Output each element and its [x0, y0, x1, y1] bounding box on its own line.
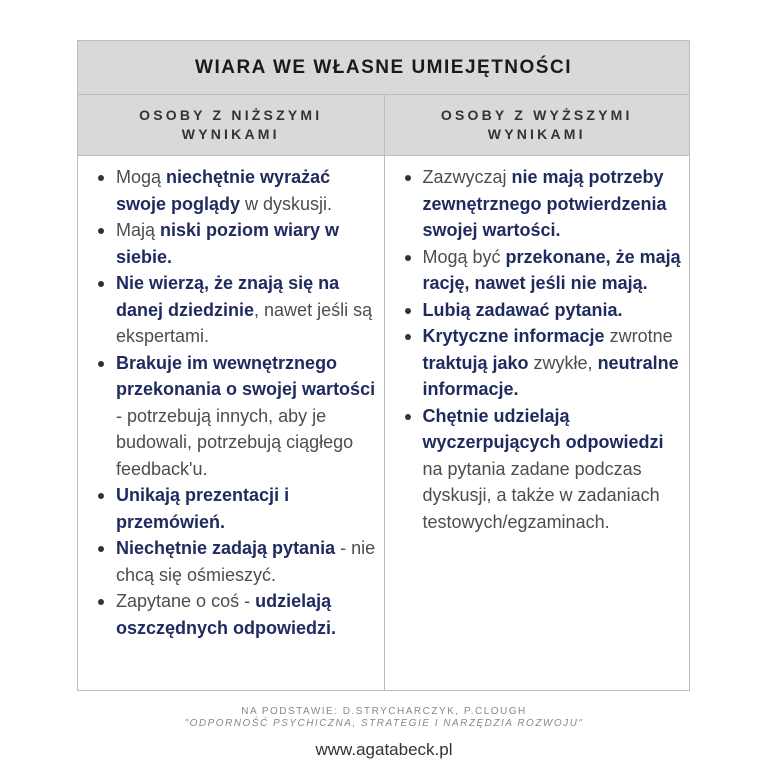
item-text: Mają — [116, 220, 161, 240]
emphasis-text: Unikają prezentacji i przemówień. — [116, 485, 290, 532]
emphasis-text: udzielają oszczędnych odpowiedzi. — [116, 591, 337, 638]
item-text: Zazwyczaj — [422, 167, 512, 187]
item-text: zwrotne — [604, 326, 673, 346]
item-text: - nie chcą się ośmieszyć. — [116, 538, 376, 585]
columns — [78, 95, 689, 690]
list-lower — [78, 156, 384, 641]
item-text: Mogą być — [422, 246, 506, 267]
column-header-higher: OSOBY Z WYŻSZYMI WYNIKAMI — [385, 95, 690, 156]
item-text: - potrzebują innych, aby je budowali, potrzebują ciągłego feedback'u. — [116, 405, 354, 479]
list-item — [402, 164, 684, 244]
item-text: Zapytane o coś - — [116, 591, 256, 611]
emphasis-text: nie mają potrzeby zewnętrznego potwierdzenia swojej wartości. — [422, 167, 667, 240]
emphasis-text: Nie wierzą, że znają się na danej dziedzinie — [116, 273, 340, 320]
item-text: na pytania zadane podczas dyskusji, a także w zadaniach testowych/egzaminach. — [422, 458, 660, 532]
emphasis-text: Chętnie udzielają wyczerpujących odpowiedzi — [422, 405, 664, 452]
list-item — [95, 270, 378, 350]
emphasis-text: neutralne informacje. — [422, 352, 679, 399]
emphasis-text: Brakuje im wewnętrznego przekonania o swojej wartości — [116, 352, 376, 399]
list-item — [402, 297, 684, 324]
item-text: Mogą — [116, 167, 167, 187]
source-citation — [0, 706, 768, 730]
comparison-table — [77, 40, 690, 691]
emphasis-text: traktują jako — [422, 352, 529, 373]
list-higher — [385, 156, 690, 535]
emphasis-text: przekonane, że mają rację, nawet jeśli nie mają. — [422, 246, 681, 293]
website-url[interactable]: www.agatabeck.pl — [315, 740, 453, 759]
list-item — [95, 217, 378, 270]
emphasis-text: Lubią zadawać pytania. — [422, 299, 623, 320]
emphasis-text: niechętnie wyrażać swoje poglądy — [116, 167, 331, 214]
list-item — [95, 588, 378, 641]
item-text: w dyskusji. — [240, 193, 333, 214]
column-header-lower: OSOBY Z NIŻSZYMI WYNIKAMI — [78, 95, 384, 156]
list-item — [402, 244, 684, 297]
list-item — [402, 403, 684, 536]
emphasis-text: niski poziom wiary w siebie. — [116, 220, 340, 267]
emphasis-text: Niechętnie zadają pytania — [116, 538, 336, 558]
list-item — [402, 323, 684, 403]
table-title: WIARA WE WŁASNE UMIEJĘTNOŚCI — [78, 41, 689, 95]
emphasis-text: Krytyczne informacje — [422, 326, 605, 346]
list-item — [95, 535, 378, 588]
source-book-title: "ODPORNOŚĆ PSYCHICZNA, STRATEGIE I NARZĘDZIA ROZWOJU" — [184, 718, 584, 729]
list-item — [95, 482, 378, 535]
list-item — [95, 164, 378, 217]
source-authors: NA PODSTAWIE: D.STRYCHARCZYK, P.CLOUGH — [241, 706, 527, 717]
item-text: zwykłe, — [528, 352, 598, 373]
item-text: , nawet jeśli są ekspertami. — [116, 299, 373, 346]
list-item — [95, 350, 378, 483]
column-higher-scores — [384, 95, 690, 690]
column-lower-scores — [78, 95, 384, 690]
